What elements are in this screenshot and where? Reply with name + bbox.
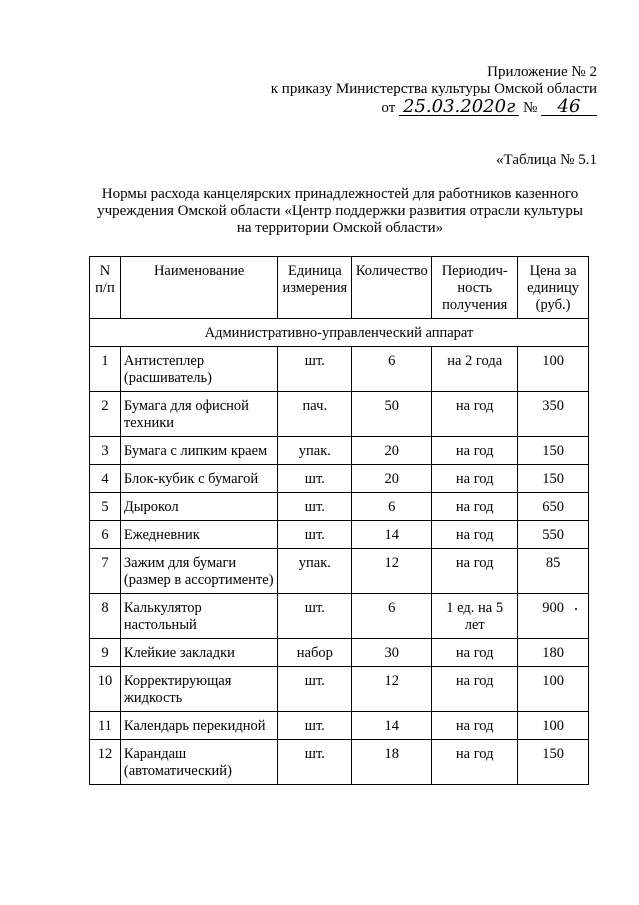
table-row xyxy=(90,639,589,667)
row-unit: шт. xyxy=(278,493,352,521)
row-price: 150 xyxy=(518,740,589,785)
row-qty: 12 xyxy=(352,667,432,712)
row-qty: 50 xyxy=(352,392,432,437)
row-period: на год xyxy=(432,437,518,465)
table-row xyxy=(90,493,589,521)
row-unit: набор xyxy=(278,639,352,667)
row-qty: 12 xyxy=(352,549,432,594)
row-name: Бумага с липким краем xyxy=(120,437,277,465)
row-number: 7 xyxy=(90,549,121,594)
row-period: 1 ед. на 5 лет xyxy=(432,594,518,639)
col-header-price: Цена за единицу (руб.) xyxy=(518,257,589,319)
row-number: 1 xyxy=(90,347,121,392)
row-name: Корректирующая жидкость xyxy=(120,667,277,712)
col-header-n: N п/п xyxy=(90,257,121,319)
row-price: 900 xyxy=(518,594,589,639)
row-name: Карандаш (автоматический) xyxy=(120,740,277,785)
row-price: 150 xyxy=(518,465,589,493)
row-number: 5 xyxy=(90,493,121,521)
row-price: 85 xyxy=(518,549,589,594)
section-row xyxy=(90,319,589,347)
row-period: на год xyxy=(432,712,518,740)
norms-table xyxy=(89,256,589,785)
row-qty: 6 xyxy=(352,347,432,392)
row-qty: 6 xyxy=(352,594,432,639)
row-qty: 14 xyxy=(352,521,432,549)
row-name: Дырокол xyxy=(120,493,277,521)
col-header-period: Периодич-ность получения xyxy=(432,257,518,319)
row-period: на 2 года xyxy=(432,347,518,392)
row-unit: упак. xyxy=(278,549,352,594)
row-name: Клейкие закладки xyxy=(120,639,277,667)
row-period: на год xyxy=(432,549,518,594)
table-row xyxy=(90,740,589,785)
table-row xyxy=(90,437,589,465)
row-number: 3 xyxy=(90,437,121,465)
table-header-row xyxy=(90,257,589,319)
appendix-line-1: Приложение № 2 xyxy=(487,64,597,80)
table-row xyxy=(90,594,589,639)
table-row xyxy=(90,347,589,392)
row-qty: 14 xyxy=(352,712,432,740)
appendix-line-2: к приказу Министерства культуры Омской области xyxy=(270,81,597,97)
row-period: на год xyxy=(432,740,518,785)
table-row xyxy=(90,521,589,549)
table-row xyxy=(90,465,589,493)
scan-speck xyxy=(575,608,577,610)
row-qty: 20 xyxy=(352,437,432,465)
row-unit: шт. xyxy=(278,521,352,549)
document-title: Нормы расхода канцелярских принадлежностей для работников казенного учреждения Омской области «Центр поддержки развития отрасли культуры на территории Омской области» xyxy=(97,186,583,236)
row-unit: шт. xyxy=(278,740,352,785)
table-row xyxy=(90,667,589,712)
row-number: 9 xyxy=(90,639,121,667)
row-number: 2 xyxy=(90,392,121,437)
row-qty: 6 xyxy=(352,493,432,521)
appendix-header xyxy=(271,64,597,117)
row-price: 150 xyxy=(518,437,589,465)
row-unit: шт. xyxy=(278,667,352,712)
row-price: 100 xyxy=(518,347,589,392)
row-number: 12 xyxy=(90,740,121,785)
row-qty: 18 xyxy=(352,740,432,785)
row-unit: упак. xyxy=(278,437,352,465)
row-period: на год xyxy=(432,465,518,493)
row-price: 350 xyxy=(518,392,589,437)
row-unit: пач. xyxy=(278,392,352,437)
row-period: на год xyxy=(432,392,518,437)
handwritten-date: 25.03.2020г xyxy=(399,98,519,116)
section-title: Административно-управленческий аппарат xyxy=(90,319,589,347)
row-price: 550 xyxy=(518,521,589,549)
table-label: «Таблица № 5.1 xyxy=(496,152,597,168)
col-header-unit: Единица измерения xyxy=(278,257,352,319)
row-name: Зажим для бумаги (размер в ассортименте) xyxy=(120,549,277,594)
row-price: 180 xyxy=(518,639,589,667)
row-period: на год xyxy=(432,521,518,549)
row-number: 10 xyxy=(90,667,121,712)
handwritten-number: 46 xyxy=(541,98,597,116)
row-number: 4 xyxy=(90,465,121,493)
row-number: 11 xyxy=(90,712,121,740)
row-unit: шт. xyxy=(278,465,352,493)
from-prefix: от xyxy=(381,100,396,116)
row-name: Блок-кубик с бумагой xyxy=(120,465,277,493)
row-qty: 30 xyxy=(352,639,432,667)
table-row xyxy=(90,712,589,740)
row-name: Калькулятор настольный xyxy=(120,594,277,639)
row-unit: шт. xyxy=(278,347,352,392)
row-period: на год xyxy=(432,493,518,521)
row-unit: шт. xyxy=(278,712,352,740)
row-price: 100 xyxy=(518,667,589,712)
row-name: Ежедневник xyxy=(120,521,277,549)
row-number: 8 xyxy=(90,594,121,639)
row-price: 650 xyxy=(518,493,589,521)
appendix-line-3 xyxy=(271,98,597,117)
row-period: на год xyxy=(432,667,518,712)
row-period: на год xyxy=(432,639,518,667)
col-header-qty: Количество xyxy=(352,257,432,319)
row-name: Бумага для офисной техники xyxy=(120,392,277,437)
row-unit: шт. xyxy=(278,594,352,639)
row-name: Антистеплер (расшиватель) xyxy=(120,347,277,392)
row-number: 6 xyxy=(90,521,121,549)
col-header-name: Наименование xyxy=(120,257,277,319)
row-qty: 20 xyxy=(352,465,432,493)
table-row xyxy=(90,549,589,594)
row-name: Календарь перекидной xyxy=(120,712,277,740)
number-prefix: № xyxy=(522,100,538,116)
table-row xyxy=(90,392,589,437)
row-price: 100 xyxy=(518,712,589,740)
